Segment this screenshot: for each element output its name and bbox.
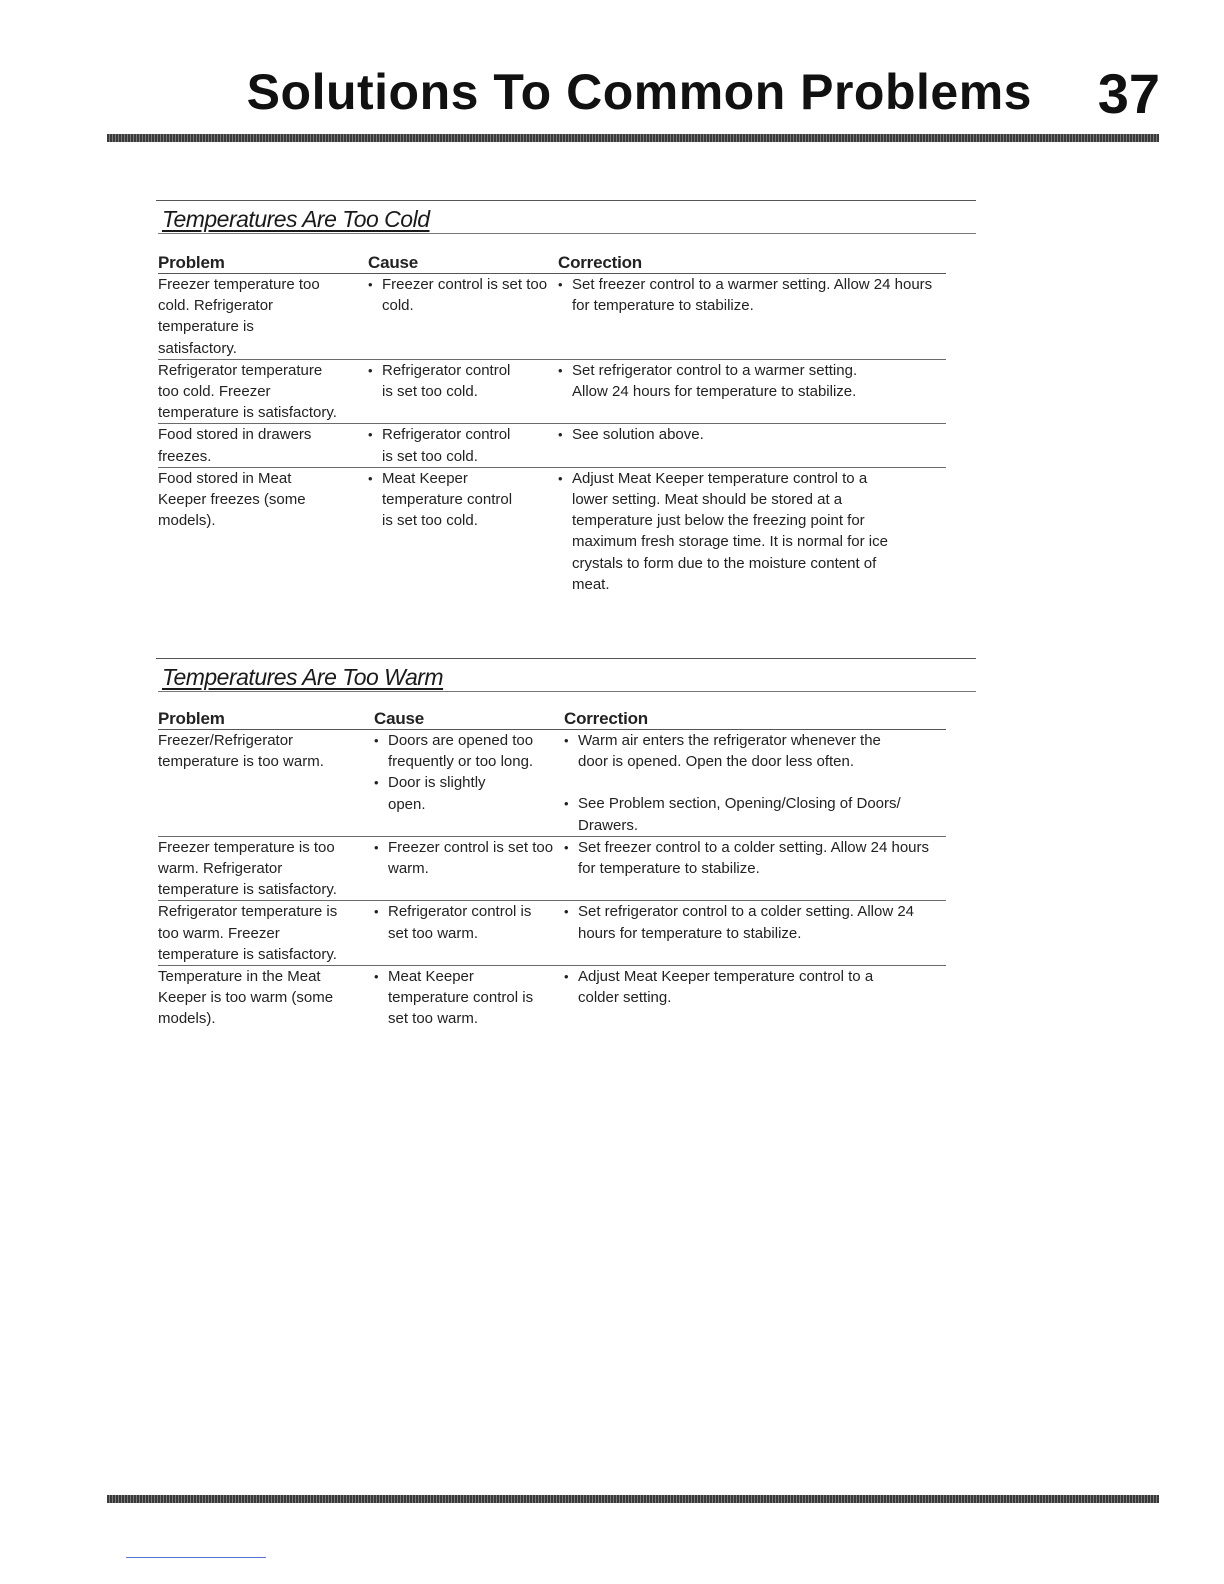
section-title: Temperatures Are Too Cold bbox=[162, 206, 430, 232]
section-too-cold bbox=[158, 200, 976, 595]
correction-item: • See solution above. bbox=[558, 424, 946, 445]
section-top-rule bbox=[156, 200, 976, 201]
correction-item: • Adjust Meat Keeper temperature control to a lower setting. Meat should be stored at a temperature just below the freezing point for maximum fresh storage time. It is normal for ice crystals to form due to the moisture content of meat. bbox=[558, 468, 946, 595]
cause-item: • Freezer control is set too warm. bbox=[374, 837, 564, 879]
problem-cell: Temperature in the Meat Keeper is too warm (some models). bbox=[158, 968, 334, 1028]
column-header-cause: Cause bbox=[374, 708, 564, 730]
problem-cell: Refrigerator temperature too cold. Freezer temperature is satisfactory. bbox=[158, 359, 368, 424]
table-row bbox=[158, 467, 946, 595]
cause-item: • Refrigerator control is set too cold. bbox=[368, 360, 558, 402]
section-title: Temperatures Are Too Warm bbox=[162, 664, 444, 690]
column-header-cause: Cause bbox=[368, 252, 558, 274]
footer-rule bbox=[107, 1495, 1159, 1503]
correction-item: • Set freezer control to a warmer setting. Allow 24 hours for temperature to stabilize. bbox=[558, 274, 946, 316]
correction-item: • See Problem section, Opening/Closing of Doors/ Drawers. bbox=[564, 793, 946, 835]
table-row bbox=[158, 274, 946, 360]
column-header-problem: Problem bbox=[158, 252, 368, 274]
column-header-problem: Problem bbox=[158, 708, 374, 730]
column-header-correction: Correction bbox=[558, 252, 946, 274]
cause-item: • Meat Keeper temperature control is set too warm. bbox=[374, 966, 564, 1030]
cause-item: • Freezer control is set too cold. bbox=[368, 274, 558, 316]
correction-item: • Adjust Meat Keeper temperature control to a colder setting. bbox=[564, 966, 946, 1008]
correction-item: • Warm air enters the refrigerator whenever the door is opened. Open the door less often. bbox=[564, 730, 946, 772]
correction-item: • Set refrigerator control to a colder setting. Allow 24 hours for temperature to stabilize. bbox=[564, 901, 946, 943]
problem-cell: Freezer temperature is too warm. Refrigerator temperature is satisfactory. bbox=[158, 836, 374, 901]
cause-item: • Meat Keeper temperature control is set too cold. bbox=[368, 468, 558, 532]
cause-item: • Refrigerator control is set too warm. bbox=[374, 901, 564, 943]
table-row bbox=[158, 359, 946, 424]
footer-link-line bbox=[126, 1557, 266, 1558]
table-row bbox=[158, 730, 946, 837]
column-header-correction: Correction bbox=[564, 708, 946, 730]
table-row bbox=[158, 901, 946, 966]
table-header-row bbox=[158, 708, 946, 730]
problem-cell: Food stored in Meat Keeper freezes (some models). bbox=[158, 469, 306, 530]
section-top-rule bbox=[156, 658, 976, 659]
correction-item: • Set refrigerator control to a warmer setting. Allow 24 hours for temperature to stabilize. bbox=[558, 360, 946, 402]
cause-item: • Refrigerator control is set too cold. bbox=[368, 424, 558, 466]
troubleshooting-table bbox=[158, 708, 946, 1030]
table-row bbox=[158, 424, 946, 467]
troubleshooting-table bbox=[158, 252, 946, 595]
page-title: Solutions To Common Problems bbox=[246, 64, 1032, 120]
cause-item: • Doors are opened too frequently or too long. bbox=[374, 730, 564, 772]
correction-item: • Set freezer control to a colder setting. Allow 24 hours for temperature to stabilize. bbox=[564, 837, 946, 879]
problem-cell: Food stored in drawers freezes. bbox=[158, 424, 368, 467]
problem-cell: Freezer temperature too cold. Refrigerator temperature is satisfactory. bbox=[158, 274, 368, 360]
problem-cell: Freezer/Refrigerator temperature is too warm. bbox=[158, 730, 374, 837]
cause-item: • Door is slightly open. bbox=[374, 772, 564, 814]
section-too-warm bbox=[158, 658, 976, 1030]
page-header bbox=[0, 62, 1224, 125]
table-header-row bbox=[158, 252, 946, 274]
problem-cell: Refrigerator temperature is too warm. Freezer temperature is satisfactory. bbox=[158, 901, 374, 966]
table-row bbox=[158, 836, 946, 901]
header-rule bbox=[107, 134, 1159, 142]
table-row bbox=[158, 966, 946, 1030]
page-number: 37 bbox=[1097, 62, 1160, 125]
